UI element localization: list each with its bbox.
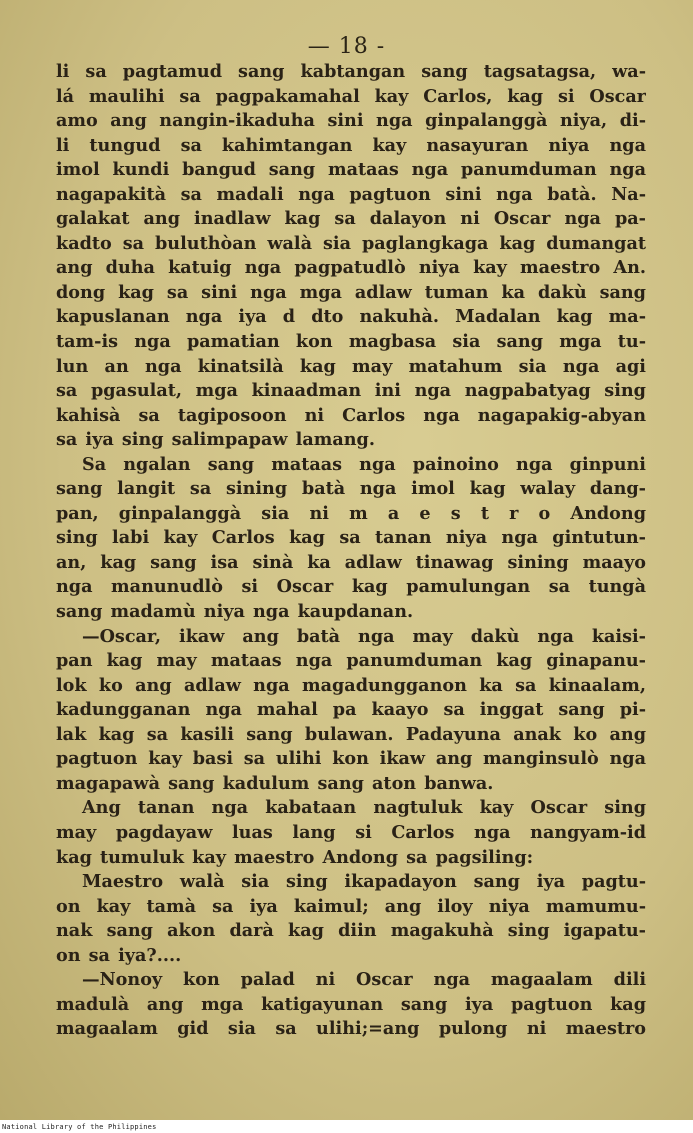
text-line: sa pgasulat, mga kinaadman ini nga nagpabatyag sing <box>56 380 646 402</box>
text-line: kadungganan nga mahal pa kaayo sa inggat sang pi- <box>56 699 646 721</box>
text-line: nak sang akon darà kag diin magakuhà sing igapatu- <box>56 920 646 942</box>
text-line: kadto sa buluthòan walà sia paglangkaga kag dumangat <box>56 232 646 254</box>
text-line: lá maulihi sa pagpakamahal kay Carlos, kag si Oscar <box>56 85 646 107</box>
text-line: Sa ngalan sang mataas nga painoino nga ginpuni <box>82 453 646 475</box>
text-line: ang duha katuig nga pagpatudlò niya kay maestro An. <box>56 257 646 279</box>
text-line: li sa pagtamud sang kabtangan sang tagsatagsa, wa- <box>56 61 646 82</box>
text-line: pagtuon kay basi sa ulihi kon ikaw ang manginsulò nga <box>56 748 646 770</box>
page-number: — 18 - <box>307 34 386 59</box>
text-line: imol kundi bangud sang mataas nga panumduman nga <box>56 159 646 181</box>
text-line: sing labi kay Carlos kag sa tanan niya nga gintutun- <box>56 527 646 549</box>
text-line: madulà ang mga katigayunan sang iya pagtuon kag <box>56 993 646 1015</box>
text-line: lak kag sa kasili sang bulawan. Padayuna anak ko ang <box>56 723 646 745</box>
text-line: magapawà sang kadulum sang aton banwa. <box>56 772 494 794</box>
text-line: on kay tamà sa iya kaimul; ang iloy niya mamumu- <box>56 895 646 917</box>
text-line: pan, ginpalanggà sia ni m a e s t r o Andong <box>56 502 646 524</box>
text-line: sa iya sing salimpapaw lamang. <box>56 429 375 451</box>
text-line: dong kag sa sini nga mga adlaw tuman ka dakù sang <box>56 281 646 303</box>
text-line: tam-is nga pamatian kon magbasa sia sang mga tu- <box>56 331 646 353</box>
text-line: magaalam gid sia sa ulihi;=ang pulong ni maestro <box>56 1018 646 1040</box>
body-text <box>56 60 646 1042</box>
text-line: kag tumuluk kay maestro Andong sa pagsiling: <box>56 846 534 868</box>
text-line: Ang tanan nga kabataan nagtuluk kay Oscar sing <box>82 797 646 819</box>
text-line: sang madamù niya nga kaupdanan. <box>56 601 414 623</box>
text-line: —Oscar, ikaw ang batà nga may dakù nga kaisi- <box>82 625 646 647</box>
text-line: on sa iya?.... <box>56 944 182 966</box>
text-line: kahisà sa tagiposoon ni Carlos nga nagapakig-abyan <box>56 404 646 426</box>
text-line: pan kag may mataas nga panumduman kag ginapanu- <box>56 650 646 672</box>
text-line: kapuslanan nga iya d dto nakuhà. Madalan kag ma- <box>56 306 646 328</box>
text-line: —Nonoy kon palad ni Oscar nga magaalam dili <box>82 969 646 991</box>
text-line: lun an nga kinatsilà kag may matahum sia nga agi <box>56 355 646 377</box>
text-line: nga manunudlò si Oscar kag pamulungan sa tungà <box>56 576 646 598</box>
text-line: may pagdayaw luas lang si Carlos nga nangyam-id <box>56 821 646 843</box>
text-line: amo ang nangin-ikaduha sini nga ginpalanggà niya, di- <box>56 110 646 132</box>
footer-credit: National Library of the Philippines <box>2 1123 157 1131</box>
text-line: galakat ang inadlaw kag sa dalayon ni Oscar nga pa- <box>56 208 646 230</box>
text-line: li tungud sa kahimtangan kay nasayuran niya nga <box>56 134 646 156</box>
text-line: nagapakità sa madali nga pagtuon sini nga batà. Na- <box>56 183 646 205</box>
text-line: sang langit sa sining batà nga imol kag walay dang- <box>56 478 646 500</box>
text-line: lok ko ang adlaw nga magadungganon ka sa kinaalam, <box>56 674 646 696</box>
text-line: an, kag sang isa sinà ka adlaw tinawag sining maayo <box>56 551 646 573</box>
text-line: Maestro walà sia sing ikapadayon sang iya pagtu- <box>82 871 646 893</box>
